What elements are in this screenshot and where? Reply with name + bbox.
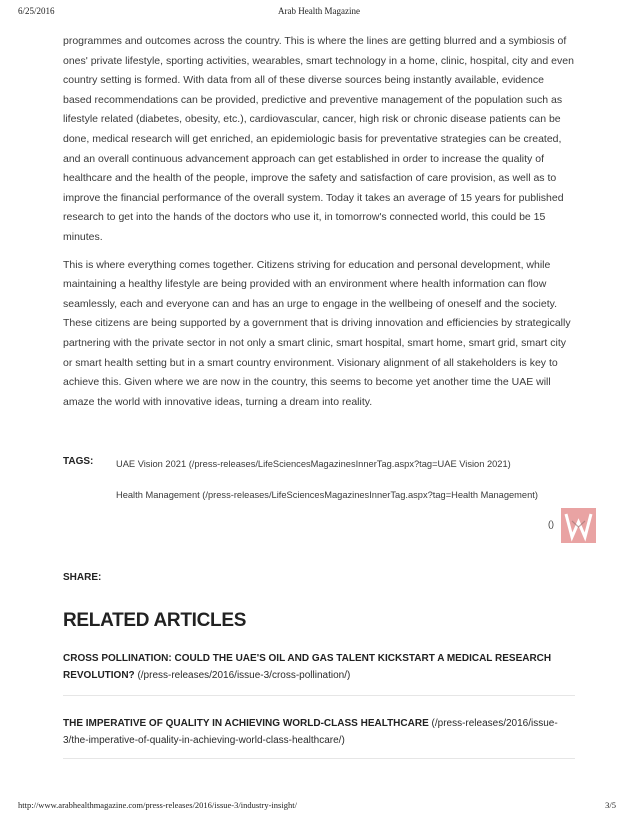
- print-header: [0, 6, 638, 20]
- related-articles-heading: RELATED ARTICLES: [63, 610, 247, 631]
- page-number: 3/5: [605, 800, 616, 810]
- article-paragraph: programmes and outcomes across the country. This is where the lines are getting blurred and a symbiosis of ones' private lifestyle, sporting activities, wearables, smart technology in a home, clinic, hospital, city and even country setting is formed. With data from all of these diverse sources being instantly available, evidence based recommendations can be provided, predictive and preventive management of the population such as lifestyle related (diabetes, obesity, etc.), cardiovascular, cancer, high risk or chronic disease patients can be done, medical research will get enriched, an epidemiologic basis for preventative strategies can be created, and an overall continuous advancement approach can get established in order to increase the quality of healthcare and the health of the people, improve the safety and satisfaction of care provision, as well as to improve the financial performance of the overall system. Today it takes an average of 15 years for published research to get into the hands of the doctors who use it, in tomorrow's connected world, this could be 15 minutes.: [63, 35, 574, 243]
- tags-label: TAGS:: [63, 456, 94, 467]
- divider: [63, 758, 575, 759]
- print-footer: [0, 800, 638, 814]
- related-article-link[interactable]: (/press-releases/2016/issue-3/cross-pollination/): [134, 670, 351, 681]
- article-body: [63, 32, 575, 412]
- article-paragraph: This is where everything comes together. Citizens striving for education and personal development, while maintaining a healthy lifestyle are being provided with an environment where health information can flow seamlessly, each and everyone can and has an urge to engage in the wellbeing of oneself and the society. These citizens are being supported by a government that is driving innovation and efficiencies by strategically partnering with the private sector in not only a smart clinic, smart hospital, smart home, smart grid, smart city or smart health setting but in a smart country environment. Visionary alignment of all stakeholders is key to achieve this. Given where we are now in the country, this seems to become yet another time the UAE will amaze the world with innovative ideas, turning a dream into reality.: [63, 258, 571, 408]
- tag-link-uae-vision[interactable]: UAE Vision 2021 (/press-releases/LifeSciencesMagazinesInnerTag.aspx?tag=UAE Vision 2021): [116, 459, 511, 469]
- divider: [63, 695, 575, 696]
- related-article[interactable]: [63, 650, 575, 684]
- tag-link-health-management[interactable]: Health Management (/press-releases/LifeSciencesMagazinesInnerTag.aspx?tag=Health Management): [116, 490, 538, 500]
- tags-trailing: (): [548, 519, 554, 529]
- related-article-link[interactable]: (/press-releases/2016/issue-3/the-imperative-of-quality-in-achieving-world-class-healthcare/): [63, 718, 558, 746]
- related-article[interactable]: [63, 715, 575, 749]
- print-title: Arab Health Magazine: [278, 6, 360, 16]
- related-article-title[interactable]: CROSS POLLINATION: COULD THE UAE'S OIL AND GAS TALENT KICKSTART A MEDICAL RESEARCH REVOLUTION?: [63, 653, 552, 681]
- share-label: SHARE:: [63, 572, 102, 583]
- print-date: 6/25/2016: [18, 6, 55, 16]
- w-logo-icon[interactable]: [561, 508, 596, 543]
- related-article-title[interactable]: THE IMPERATIVE OF QUALITY IN ACHIEVING WORLD-CLASS HEALTHCARE: [63, 718, 429, 729]
- print-url: http://www.arabhealthmagazine.com/press-releases/2016/issue-3/industry-insight/: [18, 800, 297, 810]
